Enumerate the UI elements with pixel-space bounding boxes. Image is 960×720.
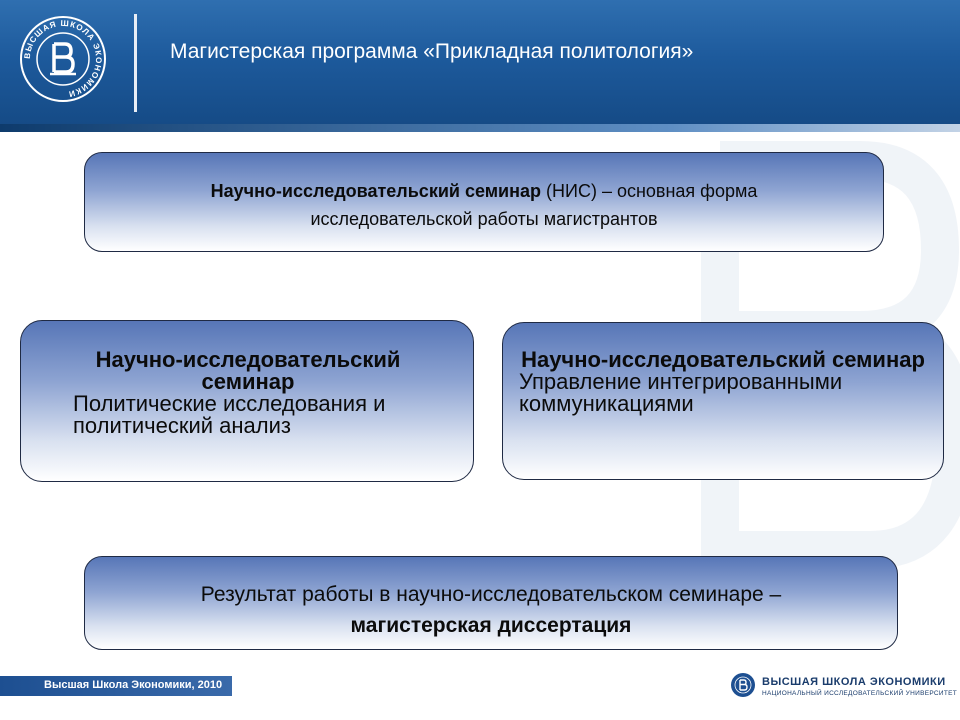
header-bar [0, 0, 960, 128]
seminar-communications-heading: Научно-исследовательский семинар [521, 347, 925, 372]
logo-ring-text: ВЫСШАЯ ШКОЛА ЭКОНОМИКИ [22, 18, 104, 99]
seminar-result-line2: магистерская диссертация [350, 614, 632, 637]
footer-copyright: Высшая Школа Экономики, 2010 [44, 679, 223, 691]
header-accent-strip [0, 124, 960, 132]
page-title: Магистерская программа «Прикладная политология» [170, 40, 694, 63]
nis-definition-line2: исследовательской работы магистрантов [310, 209, 658, 229]
footer-brand-subtitle: НАЦИОНАЛЬНЫЙ ИССЛЕДОВАТЕЛЬСКИЙ УНИВЕРСИТЕТ [762, 690, 958, 697]
hse-logo-icon [18, 14, 108, 104]
nis-definition-box [84, 152, 884, 252]
seminar-communications-box [502, 322, 944, 480]
seminar-communications-body: Управление интегрированными коммуникациями [519, 369, 843, 416]
header-divider [134, 14, 137, 112]
nis-definition-bold: Научно-исследовательский семинар [210, 181, 542, 201]
seminar-politics-heading: Научно-исследовательский семинар [95, 347, 401, 394]
seminar-result-box [84, 556, 898, 650]
footer-brand-name: ВЫСШАЯ ШКОЛА ЭКОНОМИКИ [762, 676, 946, 688]
seminar-politics-body: Политические исследования и политический анализ [73, 391, 386, 438]
nis-definition-rest: (НИС) – основная форма [541, 181, 758, 201]
footer-hse-logo-icon [730, 672, 756, 698]
seminar-politics-box [20, 320, 474, 482]
seminar-result-line1: Результат работы в научно-исследовательском семинаре – [200, 583, 782, 606]
